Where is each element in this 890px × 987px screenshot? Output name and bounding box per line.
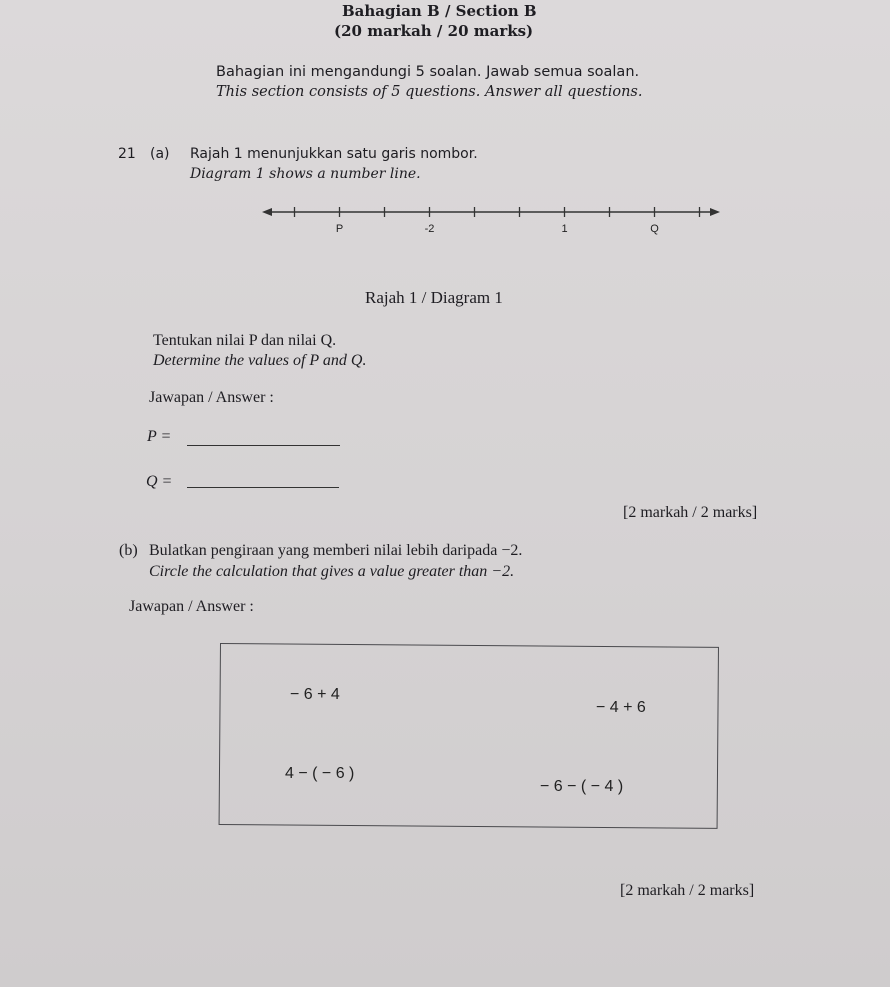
q-label: Q = <box>146 473 173 490</box>
number-line-svg <box>262 200 722 250</box>
part-a-task-english: Determine the values of P and Q. <box>153 352 367 369</box>
p-label: P = <box>147 428 172 445</box>
part-b-answer-label: Jawapan / Answer : <box>129 598 254 615</box>
tick-label-minus-two: -2 <box>424 223 435 235</box>
part-b-text-malay: Bulatkan pengiraan yang memberi nilai lebih daripada −2. <box>149 542 523 559</box>
part-b-label: (b) <box>119 542 138 559</box>
part-a-marks: [2 markah / 2 marks] <box>623 504 758 521</box>
tick-label-q: Q <box>650 223 659 235</box>
section-marks: (20 markah / 20 marks) <box>334 22 534 40</box>
q-answer-blank[interactable] <box>187 487 339 488</box>
tick-label-p: P <box>335 223 344 235</box>
part-a-text-malay: Rajah 1 menunjukkan satu garis nombor. <box>190 146 478 162</box>
answer-box <box>219 643 719 829</box>
option-four-minus-minus-six[interactable]: 4 − ( − 6 ) <box>285 765 355 782</box>
diagram-caption: Rajah 1 / Diagram 1 <box>365 288 503 307</box>
right-arrow-icon <box>710 208 720 216</box>
option-minus-six-plus-four[interactable]: − 6 + 4 <box>290 686 340 703</box>
p-answer-blank[interactable] <box>187 445 340 446</box>
section-title: Bahagian B / Section B <box>342 2 537 20</box>
option-minus-six-minus-minus-four[interactable]: − 6 − ( − 4 ) <box>540 778 624 795</box>
number-line-labels <box>336 223 659 235</box>
part-a-label: (a) <box>150 146 170 162</box>
question-number: 21 <box>118 146 136 162</box>
part-a-answer-label: Jawapan / Answer : <box>149 389 274 406</box>
instruction-malay: Bahagian ini mengandungi 5 soalan. Jawab semua soalan. <box>216 64 640 80</box>
part-b-text-english: Circle the calculation that gives a value greater than −2. <box>149 563 515 580</box>
left-arrow-icon <box>262 208 272 216</box>
number-line-diagram <box>262 200 722 250</box>
part-b-marks: [2 markah / 2 marks] <box>620 882 755 899</box>
option-minus-four-plus-six[interactable]: − 4 + 6 <box>596 699 646 716</box>
instruction-english: This section consists of 5 questions. Answer all questions. <box>216 84 643 100</box>
part-a-text-english: Diagram 1 shows a number line. <box>190 166 421 182</box>
part-a-task-malay: Tentukan nilai P dan nilai Q. <box>153 332 337 349</box>
tick-label-one: 1 <box>561 223 568 235</box>
